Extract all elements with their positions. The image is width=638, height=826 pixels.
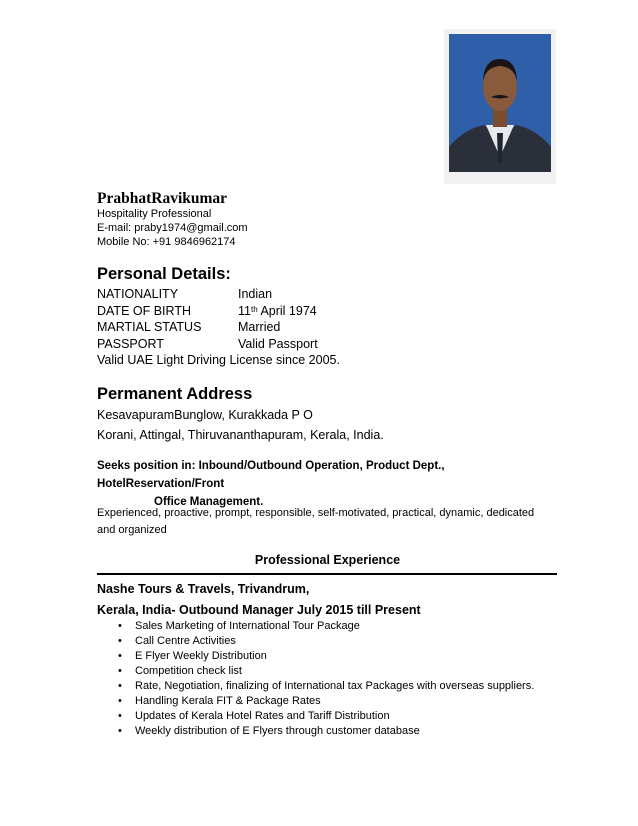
personal-details: [97, 286, 497, 369]
bullet-icon: •: [118, 635, 122, 647]
detail-label: NATIONALITY: [97, 287, 179, 301]
list-item: • Sales Marketing of International Tour Package: [118, 620, 360, 632]
detail-value: Married: [238, 320, 281, 334]
bullet-icon: •: [118, 680, 122, 692]
role-line: Kerala, India- Outbound Manager July 2015 till Present: [97, 603, 421, 617]
bullet-icon: •: [118, 650, 122, 662]
experience-heading: Professional Experience: [254, 553, 401, 567]
list-item: • Updates of Kerala Hotel Rates and Tariff Distribution: [118, 710, 390, 722]
detail-label: MARTIAL STATUS: [97, 320, 202, 334]
section-divider: [97, 573, 557, 575]
detail-row-nationality: [97, 286, 497, 303]
seeks-line-2: Office Management.: [154, 496, 264, 508]
list-item: • Handling Kerala FIT & Package Rates: [118, 695, 321, 707]
bullet-icon: •: [118, 710, 122, 722]
address-line-2: Korani, Attingal, Thiruvananthapuram, Kerala, India.: [97, 427, 384, 442]
list-item: • Call Centre Activities: [118, 635, 236, 647]
detail-value: Valid Passport: [238, 336, 318, 351]
professional-title: Hospitality Professional: [97, 208, 212, 220]
summary: [97, 505, 567, 539]
dob-rest: April 1974: [257, 303, 317, 318]
license-line: Valid UAE Light Driving License since 2005.: [97, 353, 340, 367]
job-header: [97, 580, 421, 619]
list-item: • Weekly distribution of E Flyers through customer database: [118, 725, 420, 737]
company-line: Nashe Tours & Travels, Trivandrum,: [97, 582, 310, 596]
bullet-icon: •: [118, 620, 122, 632]
portrait-image: [444, 29, 556, 184]
bullet-icon: •: [118, 665, 122, 677]
header-contact: [97, 207, 248, 249]
seeks-line-1: Seeks position in: Inbound/Outbound Operation, Product Dept., HotelReservation/Front: [97, 460, 445, 490]
detail-row-marital: [97, 319, 497, 336]
responsibilities-list: [115, 619, 555, 739]
candidate-name: PrabhatRavikumar: [97, 190, 228, 207]
mobile-line: Mobile No: +91 9846962174: [97, 236, 236, 248]
address-block: [97, 407, 384, 443]
list-item: • E Flyer Weekly Distribution: [118, 650, 267, 662]
dob-day: 11: [238, 303, 251, 318]
detail-row-passport: [97, 336, 497, 353]
dob-suffix: th: [250, 304, 258, 314]
detail-value: [238, 303, 317, 320]
email-line: E-mail: praby1974@gmail.com: [97, 222, 248, 234]
summary-line-1: Experienced, proactive, prompt, responsible, self-motivated, practical, dynamic, dedicated: [97, 507, 535, 519]
detail-row-dob: [97, 303, 497, 320]
detail-value: Indian: [238, 287, 273, 301]
personal-details-heading: Personal Details:: [97, 265, 231, 283]
bullet-icon: •: [118, 725, 122, 737]
seeks-position: [97, 457, 567, 511]
profile-photo: [444, 29, 556, 184]
list-item: • Competition check list: [118, 665, 242, 677]
list-item: • Rate, Negotiation, finalizing of International tax Packages with overseas suppliers.: [118, 680, 535, 692]
detail-label: DATE OF BIRTH: [97, 303, 191, 318]
summary-line-2: and organized: [97, 524, 167, 536]
address-line-1: KesavapuramBunglow, Kurakkada P O: [97, 408, 313, 422]
bullet-icon: •: [118, 695, 122, 707]
detail-label: PASSPORT: [97, 336, 164, 351]
address-heading: Permanent Address: [97, 385, 253, 403]
